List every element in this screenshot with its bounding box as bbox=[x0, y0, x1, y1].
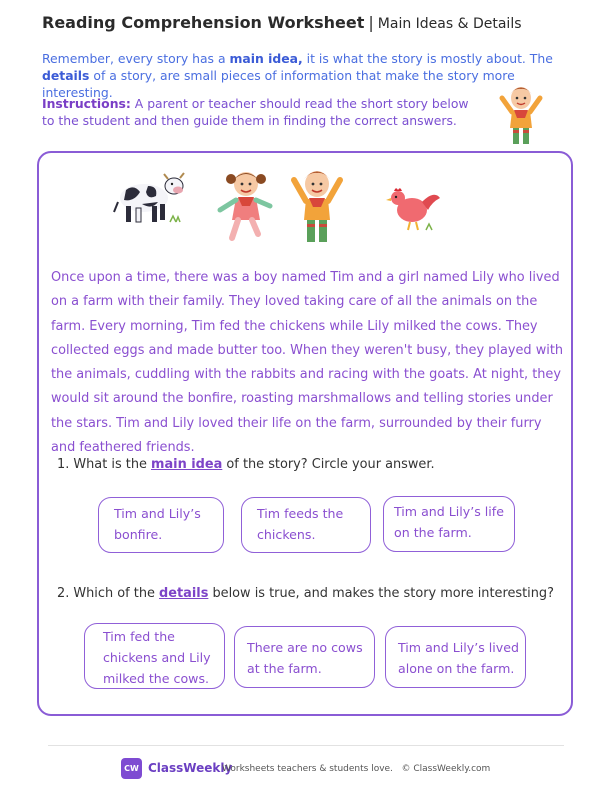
q2-option-1[interactable]: Tim fed the chickens and Lily milked the cows. bbox=[84, 623, 225, 689]
q2-option-3[interactable]: Tim and Lily’s lived alone on the farm. bbox=[385, 626, 526, 688]
question-text: of the story? Circle your answer. bbox=[222, 457, 435, 472]
boy-waving-illustration bbox=[497, 78, 545, 148]
worksheet-title: Reading Comprehension Worksheet bbox=[42, 13, 365, 32]
intro-text: Remember, every story has a bbox=[42, 51, 230, 66]
girl-illustration bbox=[214, 162, 276, 246]
q1-option-2[interactable]: Tim feeds the chickens. bbox=[241, 497, 371, 553]
cow-illustration bbox=[112, 172, 187, 227]
worksheet-subtitle: Main Ideas & Details bbox=[377, 16, 522, 32]
instructions-paragraph bbox=[42, 95, 482, 129]
intro-text: of a story, are small pieces of information that make the story more interesting. bbox=[42, 68, 515, 100]
question-1 bbox=[57, 457, 435, 472]
question-2 bbox=[57, 586, 554, 601]
question-2-keyword: details bbox=[159, 586, 209, 601]
q2-option-2[interactable]: There are no cows at the farm. bbox=[234, 626, 375, 688]
question-text: below is true, and makes the story more interesting? bbox=[208, 586, 554, 601]
instructions-text: A parent or teacher should read the short story below to the student and then guide them in finding the correct answers. bbox=[42, 96, 469, 128]
footer-brand: ClassWeekly bbox=[148, 761, 233, 775]
boy-illustration bbox=[286, 162, 348, 248]
q1-option-1[interactable]: Tim and Lily’s bonfire. bbox=[98, 497, 224, 553]
question-1-keyword: main idea bbox=[151, 457, 223, 472]
instructions-label: Instructions: bbox=[42, 96, 131, 111]
intro-keyword-main-idea: main idea, bbox=[229, 51, 303, 66]
intro-text: it is what the story is mostly about. The bbox=[302, 51, 553, 66]
footer-divider bbox=[48, 745, 564, 746]
classweekly-logo-icon: CW bbox=[121, 758, 142, 779]
worksheet-header bbox=[42, 13, 522, 32]
intro-paragraph bbox=[42, 50, 562, 101]
q1-option-3[interactable]: Tim and Lily’s life on the farm. bbox=[383, 496, 515, 552]
intro-keyword-details: details bbox=[42, 68, 90, 83]
question-text: 2. Which of the bbox=[57, 586, 160, 601]
question-text: 1. What is the bbox=[57, 457, 152, 472]
header-separator: | bbox=[368, 13, 374, 32]
footer-tagline: Worksheets teachers & students love. © ClassWeekly.com bbox=[222, 764, 491, 774]
story-text: Once upon a time, there was a boy named Tim and a girl named Lily who lived on a farm with their family. They loved taking care of all the animals on the farm. Every morning, Tim fed the chickens while Lily milked the cows. They collected eggs and made butter too. When they weren't busy, they played with the animals, cuddling with the rabbits and racing with the goats. At night, they would sit around the bonfire, roasting marshmallows and telling stories under the stars. Tim and Lily loved their life on the farm, surrounded by their furry and feathered friends. bbox=[51, 270, 564, 456]
chicken-illustration bbox=[384, 184, 442, 236]
